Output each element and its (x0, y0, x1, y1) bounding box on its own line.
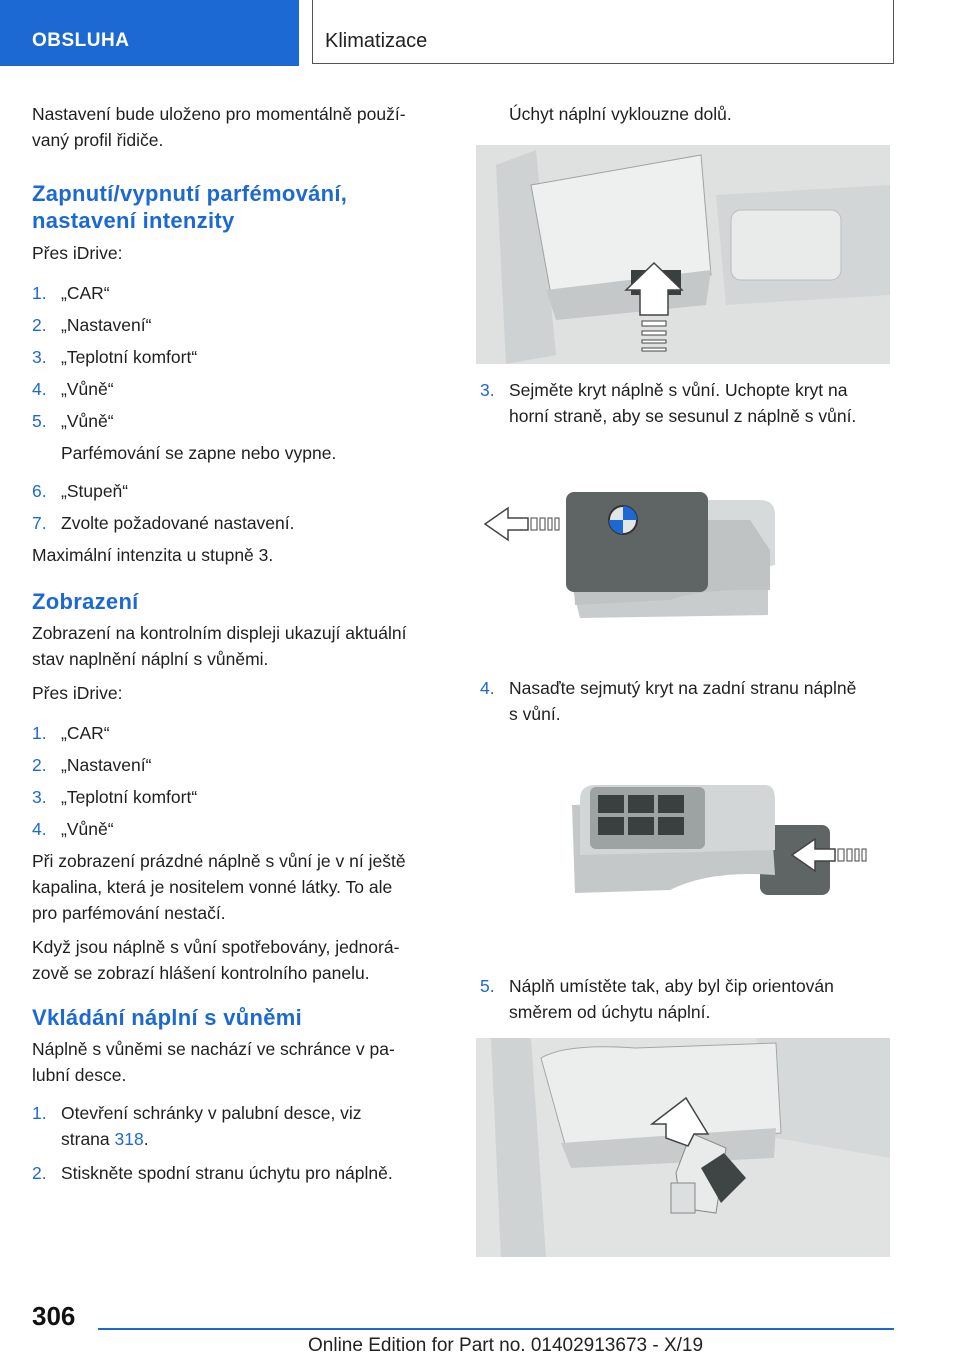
step-4 (480, 675, 895, 727)
list-text: „CAR“ (61, 283, 110, 303)
list-item (480, 377, 895, 429)
list-item (32, 784, 442, 810)
list-item-note (32, 440, 442, 466)
paragraph-line: Při zobrazení prázdné náplně s vůní je v ní ještě (32, 851, 406, 871)
paragraph-line: pro parfémování nestačí. (32, 903, 226, 923)
page-link[interactable]: 318 (114, 1129, 144, 1149)
left-column (32, 101, 442, 153)
list-number: 2. (32, 315, 47, 335)
list-item (32, 408, 442, 434)
edition-text: Online Edition for Part no. 01402913673 - X/19 (308, 1335, 704, 1356)
intro-line-1: Nastavení bude uloženo pro momentálně použí- (32, 104, 406, 124)
list-text: „Teplotní komfort“ (61, 787, 198, 807)
illustration-svg (560, 775, 870, 900)
list-item (32, 816, 442, 842)
list-text: . (143, 1129, 149, 1149)
list-number: 4. (480, 678, 495, 698)
list-number: 4. (32, 379, 47, 399)
list-number: 3. (32, 347, 47, 367)
illustration-holder-slide (476, 145, 890, 364)
list-text: „Vůně“ (61, 379, 114, 399)
list-number: 1. (32, 283, 47, 303)
list-number: 6. (32, 481, 47, 501)
section-heading-insert (32, 1004, 452, 1031)
list-item (32, 752, 442, 778)
list-number: 3. (32, 787, 47, 807)
right-note (509, 101, 909, 127)
list-text: „Nastavení“ (61, 755, 152, 775)
list-number: 1. (32, 723, 47, 743)
list-text: „Teplotní komfort“ (61, 347, 198, 367)
section-heading-line-2: nastavení intenzity (32, 208, 235, 233)
display-section (32, 620, 442, 986)
list-item (32, 280, 442, 306)
section-heading-perfume (32, 180, 452, 234)
list-item (32, 720, 442, 746)
list-item (32, 478, 442, 504)
list-item (32, 1160, 442, 1186)
lead-text: Přes iDrive: (32, 683, 123, 703)
list-item (480, 973, 895, 1025)
list-text: „Nastavení“ (61, 315, 152, 335)
list-text: „Vůně“ (61, 819, 114, 839)
list-text: Zvolte požadované nastavení. (61, 513, 295, 533)
list-item (32, 510, 442, 536)
illustration-remove-cover (480, 480, 890, 630)
lead-text: Přes iDrive: (32, 243, 123, 263)
list-text: horní straně, aby se sesunul z náplně s vůní. (509, 406, 857, 426)
paragraph-line: kapalina, která je nositelem vonné látky. To ale (32, 877, 393, 897)
footer-divider (98, 1328, 894, 1330)
illustration-svg (476, 145, 890, 364)
list-text: „Stupeň“ (61, 481, 129, 501)
section-heading-display (32, 588, 452, 615)
list-text: směrem od úchytu náplní. (509, 1002, 711, 1022)
list-text: Nasaďte sejmutý kryt na zadní stranu náplně (509, 678, 857, 698)
list-text: „CAR“ (61, 723, 110, 743)
paragraph-line: Když jsou náplně s vůní spotřebovány, jednorá- (32, 937, 400, 957)
list-item (32, 344, 442, 370)
list-number: 7. (32, 513, 47, 533)
paragraph-line: stav naplnění náplní s vůněmi. (32, 649, 269, 669)
list-number: 4. (32, 819, 47, 839)
paragraph-line: Zobrazení na kontrolním displeji ukazují aktuální (32, 623, 407, 643)
list-text: s vůní. (509, 704, 561, 724)
list-text: „Vůně“ (61, 411, 114, 431)
section-heading-line-1: Zapnutí/vypnutí parfémování, (32, 181, 348, 206)
page-number: 306 (32, 1301, 76, 1331)
list-text: Stiskněte spodní stranu úchytu pro náplně. (61, 1163, 393, 1183)
step-5 (480, 973, 895, 1025)
section-heading-text: Vkládání náplní s vůněmi (32, 1005, 303, 1030)
list-number: 2. (32, 1163, 47, 1183)
list-item (32, 312, 442, 338)
insert-section (32, 1036, 442, 1186)
list-number: 5. (480, 976, 495, 996)
section-heading-text: Zobrazení (32, 589, 139, 614)
chapter-header (312, 0, 894, 64)
step-3 (480, 377, 895, 429)
list-number: 3. (480, 380, 495, 400)
intro-line-2: vaný profil řidiče. (32, 130, 164, 150)
max-intensity-text: Maximální intenzita u stupně 3. (32, 545, 274, 565)
list-number: 1. (32, 1103, 47, 1123)
list-text: Sejměte kryt náplně s vůní. Uchopte kryt na (509, 380, 848, 400)
illustration-svg (480, 480, 890, 630)
paragraph-line: zově se zobrazí hlášení kontrolního panelu. (32, 963, 370, 983)
illustration-attach-cover (560, 775, 870, 900)
list-number: 2. (32, 755, 47, 775)
paragraph-line: lubní desce. (32, 1065, 127, 1085)
list-text: Otevření schránky v palubní desce, viz (61, 1103, 362, 1123)
list-item (480, 675, 895, 727)
list-text: strana (61, 1129, 115, 1149)
list-item (32, 1100, 442, 1152)
list-number: 5. (32, 411, 47, 431)
section-label: OBSLUHA (32, 30, 130, 51)
paragraph-line: Náplně s vůněmi se nachází ve schránce v pa- (32, 1039, 395, 1059)
chapter-title: Klimatizace (325, 30, 428, 52)
list-item (32, 376, 442, 402)
illustration-insert-cartridge (476, 1038, 890, 1257)
illustration-svg (476, 1038, 890, 1257)
list-text: Náplň umístěte tak, aby byl čip orientován (509, 976, 834, 996)
perfume-steps (32, 240, 442, 568)
paragraph-line: Úchyt náplní vyklouzne dolů. (509, 104, 732, 124)
list-note: Parfémování se zapne nebo vypne. (61, 443, 337, 463)
section-tab (0, 0, 299, 66)
